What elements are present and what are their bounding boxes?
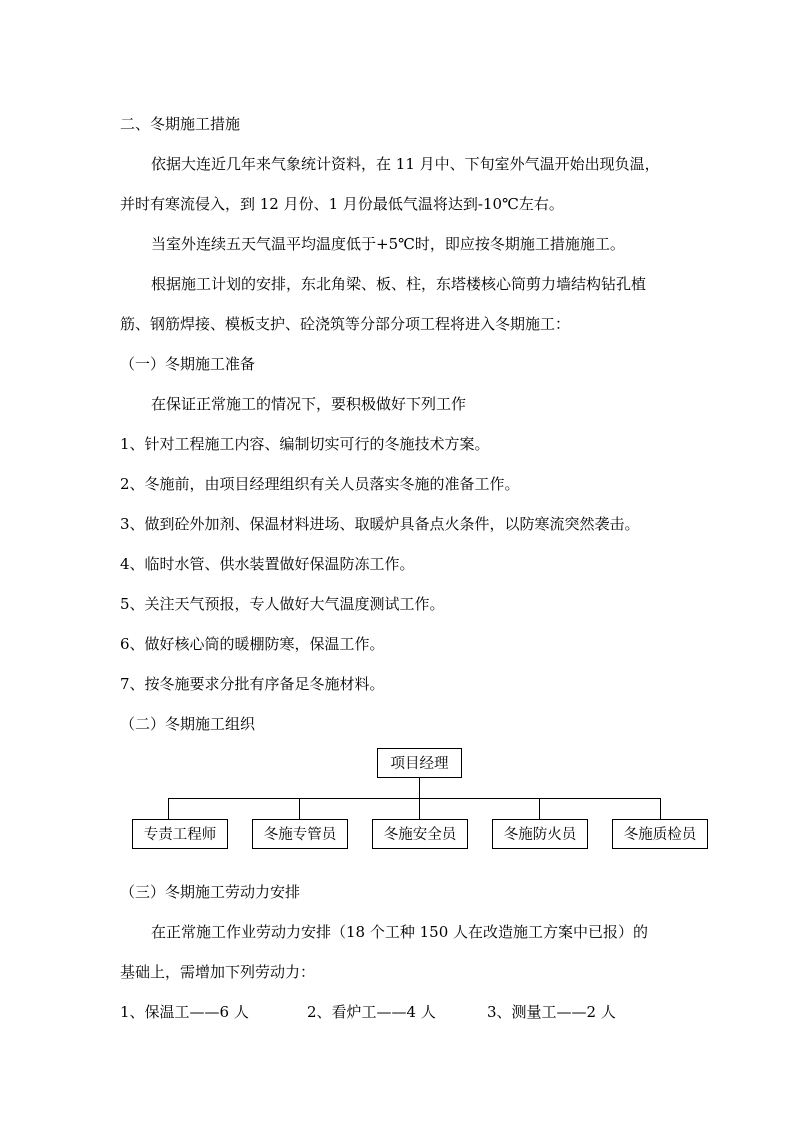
subsection-3-title: （三）冬期施工劳动力安排: [120, 883, 301, 901]
org-child-box-4: 冬施防火员: [492, 819, 588, 849]
org-child-connector-5: [660, 798, 661, 819]
paragraph-3-line-1: 根据施工计划的安排，东北角梁、板、柱，东塔楼核心筒剪力墙结构钻孔植: [151, 275, 647, 293]
org-root-connector: [419, 778, 420, 799]
paragraph-1-line-2: 并时有寒流侵入，到 12 月份、1 月份最低气温将达到-10℃左右。: [120, 195, 564, 213]
org-child-connector-3: [419, 798, 420, 819]
org-child-box-3: 冬施安全员: [372, 819, 468, 849]
prep-item-2: 2、冬施前，由项目经理组织有关人员落实冬施的准备工作。: [120, 475, 520, 493]
labor-item-2: 2、看炉工——4 人: [307, 1003, 436, 1021]
prep-item-3: 3、做到砼外加剂、保温材料进场、取暖炉具备点火条件，以防寒流突然袭击。: [120, 515, 640, 533]
org-child-box-1: 专责工程师: [132, 819, 228, 849]
paragraph-3-line-2: 筋、钢筋焊接、模板支护、砼浇筑等分部分项工程将进入冬期施工：: [120, 315, 571, 333]
org-root-box: 项目经理: [377, 748, 462, 778]
org-child-connector-4: [539, 798, 540, 819]
org-child-box-5: 冬施质检员: [612, 819, 708, 849]
labor-item-1: 1、保温工——6 人: [120, 1003, 249, 1021]
org-child-box-2: 冬施专管员: [252, 819, 348, 849]
subsection-1-intro: 在保证正常施工的情况下，要积极做好下列工作: [151, 395, 467, 413]
subsection-3-intro-line-1: 在正常施工作业劳动力安排（18 个工种 150 人在改造施工方案中已报）的: [151, 923, 649, 941]
org-horizontal-connector: [168, 798, 661, 799]
labor-item-3: 3、测量工——2 人: [487, 1003, 616, 1021]
org-child-connector-1: [168, 798, 169, 819]
org-child-connector-2: [299, 798, 300, 819]
section-title: 二、冬期施工措施: [120, 115, 241, 133]
subsection-3-intro-line-2: 基础上，需增加下列劳动力：: [120, 963, 316, 981]
paragraph-2: 当室外连续五天气温平均温度低于+5℃时，即应按冬期施工措施施工。: [151, 235, 625, 253]
subsection-2-title: （二）冬期施工组织: [120, 715, 256, 733]
prep-item-1: 1、针对工程施工内容、编制切实可行的冬施技术方案。: [120, 435, 490, 453]
prep-item-5: 5、关注天气预报，专人做好大气温度测试工作。: [120, 595, 445, 613]
prep-item-4: 4、临时水管、供水装置做好保温防冻工作。: [120, 555, 415, 573]
subsection-1-title: （一）冬期施工准备: [120, 355, 256, 373]
prep-item-6: 6、做好核心筒的暖棚防寒，保温工作。: [120, 635, 385, 653]
paragraph-1-line-1: 依据大连近几年来气象统计资料，在 11 月中、下旬室外气温开始出现负温，: [151, 155, 660, 173]
prep-item-7: 7、按冬施要求分批有序备足冬施材料。: [120, 675, 385, 693]
